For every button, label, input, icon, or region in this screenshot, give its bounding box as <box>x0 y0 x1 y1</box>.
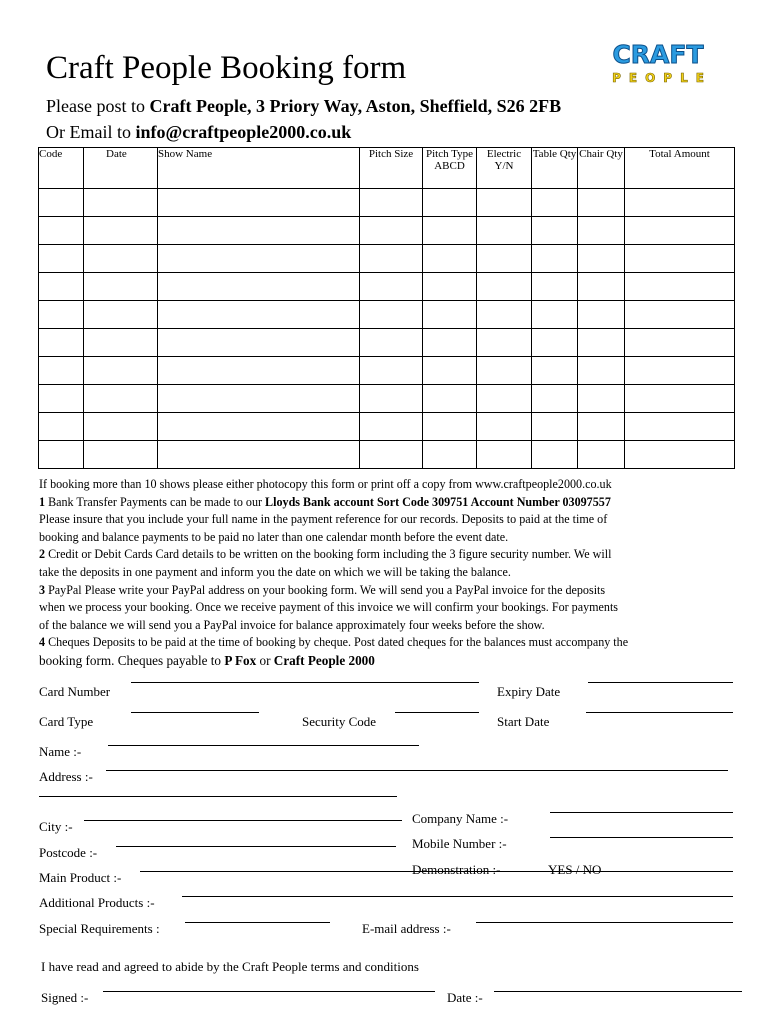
table-row <box>39 189 735 217</box>
table-cell[interactable] <box>477 357 532 385</box>
card-number-field[interactable] <box>131 682 479 683</box>
email-address-field[interactable] <box>476 922 733 923</box>
table-cell[interactable] <box>625 413 735 441</box>
table-cell[interactable] <box>625 189 735 217</box>
info-bank-line3: booking and balance payments to be paid no later than one calendar month before the event date. <box>39 529 509 544</box>
table-cell[interactable] <box>39 273 84 301</box>
table-cell[interactable] <box>578 385 625 413</box>
table-cell[interactable] <box>625 273 735 301</box>
table-cell[interactable] <box>39 329 84 357</box>
table-cell[interactable] <box>360 441 423 469</box>
additional-products-field[interactable] <box>182 896 733 897</box>
table-cell[interactable] <box>360 385 423 413</box>
table-cell[interactable] <box>578 329 625 357</box>
table-cell[interactable] <box>477 217 532 245</box>
signature-field[interactable] <box>103 991 435 992</box>
date-field[interactable] <box>494 991 742 992</box>
table-cell[interactable] <box>625 329 735 357</box>
main-product-field[interactable] <box>140 871 733 872</box>
table-row <box>39 301 735 329</box>
table-cell[interactable] <box>477 413 532 441</box>
info-cards-line2: take the deposits in one payment and inform you the date on which we will be taking the balance. <box>39 564 511 579</box>
table-cell[interactable] <box>360 413 423 441</box>
table-cell[interactable] <box>477 441 532 469</box>
logo-word-people: PEOPLE <box>612 71 712 85</box>
table-cell[interactable] <box>360 329 423 357</box>
postcode-label: Postcode :- <box>39 845 98 860</box>
table-cell[interactable] <box>423 329 477 357</box>
table-cell[interactable] <box>158 273 360 301</box>
craft-people-logo <box>592 40 724 86</box>
table-cell[interactable] <box>39 301 84 329</box>
table-row <box>39 357 735 385</box>
mobile-number-field[interactable] <box>550 837 733 838</box>
table-cell[interactable] <box>39 245 84 273</box>
table-cell[interactable] <box>578 357 625 385</box>
col-pitch-type: Pitch Type ABCD <box>423 148 477 189</box>
table-cell[interactable] <box>532 245 578 273</box>
table-cell[interactable] <box>158 245 360 273</box>
col-total-amount: Total Amount <box>625 148 735 189</box>
table-cell[interactable] <box>84 413 158 441</box>
table-cell[interactable] <box>84 217 158 245</box>
address-field-line2[interactable] <box>39 796 397 797</box>
special-requirements-field[interactable] <box>185 922 330 923</box>
table-cell[interactable] <box>158 441 360 469</box>
page-title: Craft People Booking form <box>46 50 407 86</box>
table-cell[interactable] <box>625 441 735 469</box>
postcode-field[interactable] <box>116 846 396 847</box>
table-row <box>39 441 735 469</box>
agreement-text: I have read and agreed to abide by the Craft People terms and conditions <box>41 959 419 974</box>
table-cell[interactable] <box>423 441 477 469</box>
date-label: Date :- <box>447 990 483 1005</box>
table-cell[interactable] <box>84 385 158 413</box>
table-cell[interactable] <box>84 245 158 273</box>
info-paypal-line2: when we process your booking. Once we receive payment of this invoice we will confirm your bookings. For payments <box>39 600 619 615</box>
address-field[interactable] <box>106 770 728 771</box>
table-cell[interactable] <box>578 245 625 273</box>
city-field[interactable] <box>84 820 402 821</box>
name-label: Name :- <box>39 744 82 759</box>
email-address-label: E-mail address :- <box>362 921 451 936</box>
expiry-date-field[interactable] <box>588 682 733 683</box>
table-row <box>39 245 735 273</box>
table-cell[interactable] <box>423 273 477 301</box>
table-cell[interactable] <box>39 357 84 385</box>
table-cell[interactable] <box>84 329 158 357</box>
logo-word-craft: CRAFT <box>612 40 704 69</box>
security-code-field[interactable] <box>395 712 479 713</box>
table-cell[interactable] <box>423 301 477 329</box>
table-cell[interactable] <box>360 301 423 329</box>
table-cell[interactable] <box>532 357 578 385</box>
info-bank-transfer: 1 Bank Transfer Payments can be made to our Lloyds Bank account Sort Code 309751 Account Number 03097557 <box>39 494 611 509</box>
table-cell[interactable] <box>532 441 578 469</box>
table-cell[interactable] <box>532 329 578 357</box>
table-cell[interactable] <box>84 273 158 301</box>
table-cell[interactable] <box>532 217 578 245</box>
table-cell[interactable] <box>477 329 532 357</box>
table-cell[interactable] <box>532 273 578 301</box>
booking-table <box>38 147 735 469</box>
info-paypal-line3: of the balance we will send you a PayPal invoice for balance approximately four weeks before the show. <box>39 617 545 632</box>
table-cell[interactable] <box>625 385 735 413</box>
table-cell[interactable] <box>39 413 84 441</box>
table-cell[interactable] <box>39 189 84 217</box>
table-cell[interactable] <box>158 413 360 441</box>
table-cell[interactable] <box>423 385 477 413</box>
company-name-label: Company Name :- <box>412 811 509 826</box>
demonstration-label: Demonstration :- <box>412 862 501 877</box>
col-pitch-size: Pitch Size <box>360 148 423 189</box>
post-address-line <box>46 96 561 117</box>
table-cell[interactable] <box>423 245 477 273</box>
table-cell[interactable] <box>625 217 735 245</box>
table-cell[interactable] <box>477 189 532 217</box>
table-cell[interactable] <box>158 301 360 329</box>
table-cell[interactable] <box>532 189 578 217</box>
table-cell[interactable] <box>39 217 84 245</box>
col-electric: Electric Y/N <box>477 148 532 189</box>
table-cell[interactable] <box>158 385 360 413</box>
table-row <box>39 385 735 413</box>
table-row <box>39 217 735 245</box>
col-table-qty: Table Qty <box>532 148 578 189</box>
card-type-label: Card Type <box>39 714 94 729</box>
table-cell[interactable] <box>578 189 625 217</box>
info-bank-line2: Please insure that you include your full name in the payment reference for our records. Deposits to paid at the time of <box>39 512 608 527</box>
table-cell[interactable] <box>39 385 84 413</box>
additional-products-label: Additional Products :- <box>39 895 155 910</box>
start-date-label: Start Date <box>497 714 550 729</box>
table-cell[interactable] <box>360 357 423 385</box>
table-cell[interactable] <box>477 385 532 413</box>
col-chair-qty: Chair Qty <box>578 148 625 189</box>
table-cell[interactable] <box>578 301 625 329</box>
col-show-name: Show Name <box>158 148 360 189</box>
mobile-number-label: Mobile Number :- <box>412 836 507 851</box>
table-cell[interactable] <box>477 245 532 273</box>
table-cell[interactable] <box>360 273 423 301</box>
table-cell[interactable] <box>158 189 360 217</box>
table-cell[interactable] <box>39 441 84 469</box>
table-header-row <box>39 148 735 189</box>
table-cell[interactable] <box>158 217 360 245</box>
table-row <box>39 413 735 441</box>
table-cell[interactable] <box>84 441 158 469</box>
table-row <box>39 329 735 357</box>
payment-info <box>39 476 739 670</box>
table-cell[interactable] <box>532 385 578 413</box>
table-cell[interactable] <box>625 301 735 329</box>
table-cell[interactable] <box>578 217 625 245</box>
security-code-label: Security Code <box>302 714 377 729</box>
email-prefix: Or Email to <box>46 122 136 142</box>
table-cell[interactable] <box>84 301 158 329</box>
demonstration-yes-no[interactable]: YES / NO <box>548 862 602 877</box>
info-cheques: 4 Cheques Deposits to be paid at the time of booking by cheque. Post dated cheques for the balances must accompany the <box>39 635 629 650</box>
signed-label: Signed :- <box>41 990 89 1005</box>
table-cell[interactable] <box>360 189 423 217</box>
col-date: Date <box>84 148 158 189</box>
table-cell[interactable] <box>578 413 625 441</box>
table-cell[interactable] <box>158 357 360 385</box>
table-cell[interactable] <box>423 217 477 245</box>
table-cell[interactable] <box>423 189 477 217</box>
table-cell[interactable] <box>532 413 578 441</box>
info-copy-line: If booking more than 10 shows please either photocopy this form or print off a copy from www.craftpeople2000.co.uk <box>39 477 612 491</box>
table-cell[interactable] <box>158 329 360 357</box>
special-requirements-label: Special Requirements : <box>39 921 160 936</box>
col-code: Code <box>39 148 84 189</box>
address-label: Address :- <box>39 769 93 784</box>
company-name-field[interactable] <box>550 812 733 813</box>
table-cell[interactable] <box>423 413 477 441</box>
table-cell[interactable] <box>360 245 423 273</box>
card-number-label: Card Number <box>39 684 111 699</box>
post-prefix: Please post to <box>46 96 150 116</box>
email-line <box>46 122 351 143</box>
email-address: info@craftpeople2000.co.uk <box>135 122 352 142</box>
table-row <box>39 273 735 301</box>
main-product-label: Main Product :- <box>39 870 122 885</box>
info-cards: 2 Credit or Debit Cards Card details to be written on the booking form including the 3 figure security number. We will <box>39 547 612 562</box>
table-cell[interactable] <box>477 273 532 301</box>
table-cell[interactable] <box>578 441 625 469</box>
expiry-date-label: Expiry Date <box>497 684 561 699</box>
table-cell[interactable] <box>578 273 625 301</box>
card-type-field[interactable] <box>131 712 259 713</box>
table-cell[interactable] <box>84 189 158 217</box>
table-cell[interactable] <box>423 357 477 385</box>
name-field[interactable] <box>108 745 419 746</box>
post-address: Craft People, 3 Priory Way, Aston, Sheffield, S26 2FB <box>149 96 562 116</box>
table-cell[interactable] <box>625 357 735 385</box>
table-cell[interactable] <box>625 245 735 273</box>
table-cell[interactable] <box>477 301 532 329</box>
info-paypal: 3 PayPal Please write your PayPal address on your booking form. We will send you a PayPal invoice for the deposits <box>39 582 606 597</box>
info-cheques-line2: booking form. Cheques payable to P Fox or Craft People 2000 <box>39 652 375 668</box>
city-label: City :- <box>39 819 73 834</box>
table-cell[interactable] <box>532 301 578 329</box>
table-cell[interactable] <box>84 357 158 385</box>
start-date-field[interactable] <box>586 712 733 713</box>
table-cell[interactable] <box>360 217 423 245</box>
